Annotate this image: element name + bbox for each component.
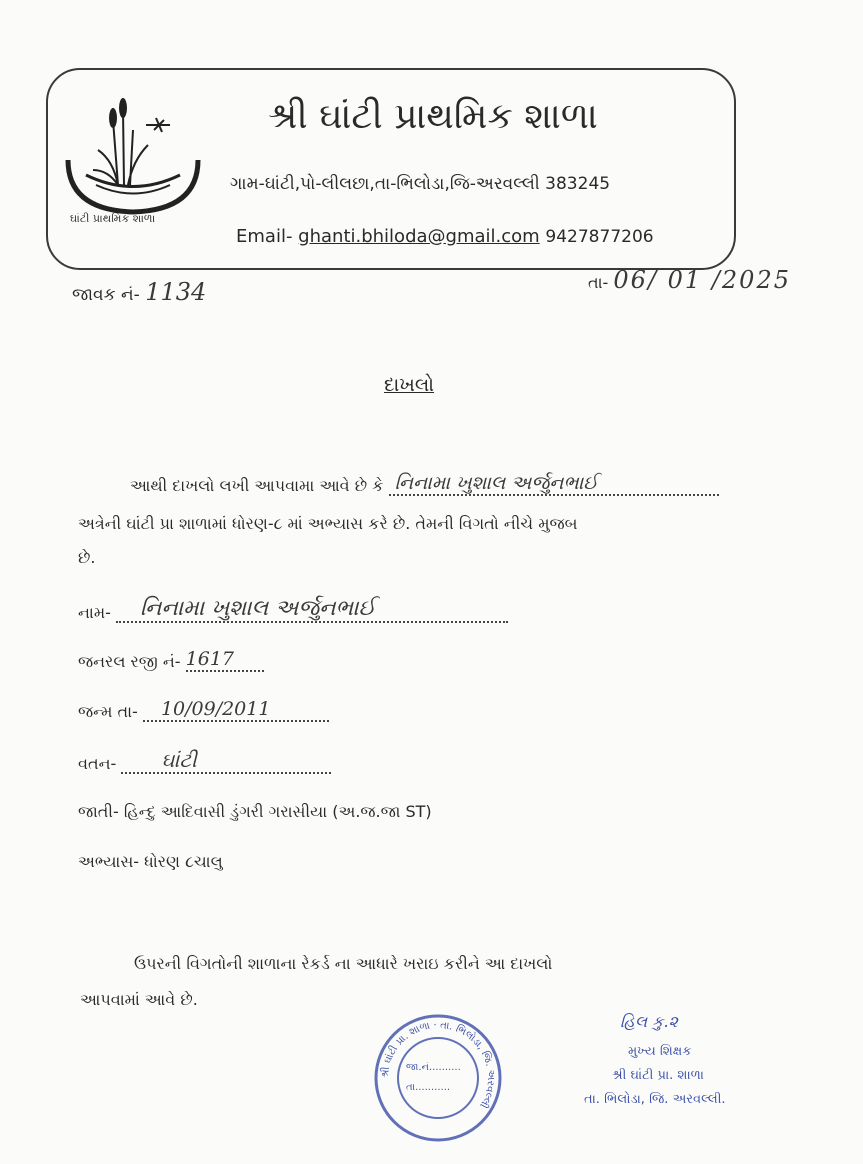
school-logo bbox=[58, 90, 208, 230]
phone-number: 9427877206 bbox=[545, 227, 654, 247]
certificate-title: દાખલો bbox=[384, 374, 435, 396]
signatory-place: તા. ભિલોડા, જિ. અરવલ્લી. bbox=[584, 1092, 726, 1107]
dob-field bbox=[78, 698, 329, 722]
gr-value: 1617 bbox=[186, 648, 264, 672]
signatory-school: શ્રી ઘાંટી પ્રા. શાળા bbox=[612, 1068, 704, 1083]
closing-line-2: આપવામાં આવે છે. bbox=[80, 990, 198, 1009]
logo-caption: ઘાંટી પ્રાથમિક શાળા bbox=[70, 212, 156, 225]
date-line bbox=[588, 266, 791, 294]
logo-icon bbox=[58, 90, 208, 230]
home-field bbox=[78, 748, 331, 774]
name-field bbox=[78, 596, 508, 623]
intro-line-3: છે. bbox=[78, 548, 96, 567]
date-label: તા- bbox=[588, 273, 609, 292]
gr-field bbox=[78, 648, 264, 672]
intro-line-2: અત્રેની ઘાંટી પ્રા શાળામાં ધોરણ-૮ માં અભ્યાસ કરે છે. તેમની વિગતો નીચે મુજબ bbox=[78, 514, 578, 533]
study-line: અભ્યાસ- ધોરણ ૮ચાલુ bbox=[78, 852, 223, 871]
email-link[interactable]: ghanti.bhiloda@gmail.com bbox=[298, 226, 540, 247]
signatory-title: મુખ્ય શિક્ષક bbox=[628, 1044, 692, 1059]
intro-student-name: નિનામા ખુશાલ અર્જુનભાઈ bbox=[389, 472, 719, 496]
stamp-number-line: જા.નં.......... bbox=[406, 1062, 461, 1073]
name-value: નિનામા ખુશાલ અર્જુનભાઈ bbox=[116, 596, 508, 623]
school-name: શ્રી ઘાંટી પ્રાથમિક શાળા bbox=[268, 96, 598, 137]
dob-value: 10/09/2011 bbox=[143, 698, 329, 722]
outward-number-line bbox=[72, 278, 206, 306]
intro-line-1 bbox=[130, 472, 719, 496]
closing-line-1: ઉપરની વિગતોની શાળાના રેકર્ડ ના આધારે ખરાઇ કરીને આ દાખલો bbox=[134, 954, 553, 973]
stamp-seal-icon bbox=[372, 1012, 504, 1144]
signature: હિલ કુ.૨ bbox=[620, 1012, 678, 1031]
email-label: Email- bbox=[236, 226, 293, 247]
home-label: વતન- bbox=[78, 754, 117, 773]
outward-number: 1134 bbox=[145, 278, 207, 306]
contact-line bbox=[236, 226, 654, 247]
intro-prefix: આથી દાખલો લખી આપવામા આવે છે કે bbox=[130, 476, 384, 495]
stamp-date-line: તા........... bbox=[406, 1082, 451, 1093]
name-label: નામ- bbox=[78, 603, 111, 622]
dob-label: જન્મ તા- bbox=[78, 702, 138, 721]
caste-line: જાતી- હિન્દુ આદિવાસી ડુંગરી ગરાસીયા (અ.જ.જા ST) bbox=[78, 802, 432, 821]
stamp-ring-text: શ્રી ઘાંટી પ્રા. શાળા · તા. ભિલોડા, જિ. અરવલ્લી bbox=[379, 1019, 497, 1110]
date-value: 06/ 01 /2025 bbox=[613, 266, 791, 294]
school-stamp bbox=[372, 1012, 504, 1144]
school-address: ગામ-ઘાંટી,પો-લીલછા,તા-ભિલોડા,જિ-અરવલ્લી 383245 bbox=[230, 174, 611, 194]
home-value: ઘાંટી bbox=[121, 748, 331, 774]
outward-label: જાવક નં- bbox=[72, 285, 140, 305]
gr-label: જનરલ રજી નં- bbox=[78, 652, 181, 671]
